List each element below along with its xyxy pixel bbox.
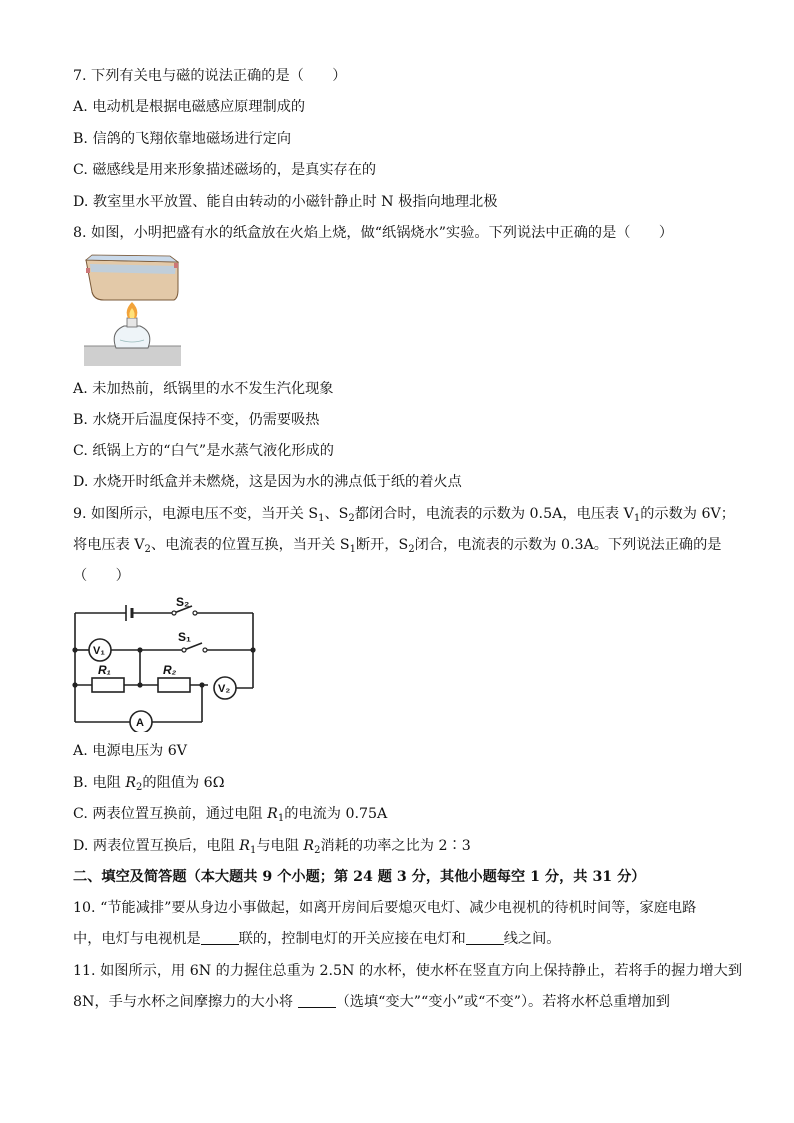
label-r1: R₁ xyxy=(98,663,111,677)
q9-stem-line2: 将电压表 $V_2$、电流表的位置互换，当开关 $S_1$断开，$S_2$闭合，电流表的示数为 0.3A。下列说法正确的是 xyxy=(73,537,722,555)
label-s2: S₂ xyxy=(176,595,190,609)
alcohol-lamp xyxy=(114,326,150,348)
resistor-r1 xyxy=(92,678,124,692)
switch-s1-blade xyxy=(184,643,202,650)
q10-line1: 10. “节能减排”要从身边小事做起，如离开房间后要熄灭电灯、减少电视机的待机时间等，家庭电路 xyxy=(73,900,697,916)
q8-option-d[interactable]: D. 水烧开时纸盒并未燃烧，这是因为水的沸点低于纸的着火点 xyxy=(73,474,462,490)
q7-option-a[interactable]: A. 电动机是根据电磁感应原理制成的 xyxy=(73,99,306,115)
q9-option-a[interactable]: A. 电源电压为 6V xyxy=(73,743,187,759)
q11-line2: 8N，手与水杯之间摩擦力的大小将 （选填“变大”“变小”或“不变”）。若将水杯总重增加到 xyxy=(73,994,670,1010)
paper-pot-figure xyxy=(82,254,182,368)
label-r2: R₂ xyxy=(163,663,177,677)
q7-option-d[interactable]: D. 教室里水平放置、能自由转动的小磁针静止时 N 极指向地理北极 xyxy=(73,194,498,210)
label-ammeter: A xyxy=(136,717,144,729)
section-2-heading: 二、填空及简答题（本大题共 9 个小题；第 24 题 3 分，其他小题每空 1 分，共 31 分） xyxy=(73,869,646,885)
q7-option-b[interactable]: B. 信鸽的飞翔依靠地磁场进行定向 xyxy=(73,131,292,147)
q9-option-d[interactable]: D. 两表位置互换后，电阻 $R_1$与电阻 $R_2$消耗的功率之比为 2∶3 xyxy=(73,838,471,856)
resistor-r2 xyxy=(158,678,190,692)
label-v1: V₁ xyxy=(93,645,105,657)
q9-option-b[interactable]: B. 电阻 $R_2$的阻值为 6Ω xyxy=(73,775,225,793)
q7-stem: 7. 下列有关电与磁的说法正确的是（ ） xyxy=(73,68,347,84)
q8-option-b[interactable]: B. 水烧开后温度保持不变，仍需要吸热 xyxy=(73,412,320,428)
circuit-diagram xyxy=(66,594,262,732)
q8-option-c[interactable]: C. 纸锅上方的“白气”是水蒸气液化形成的 xyxy=(73,443,334,459)
q7-option-c[interactable]: C. 磁感线是用来形象描述磁场的，是真实存在的 xyxy=(73,162,377,178)
q9-option-c[interactable]: C. 两表位置互换前，通过电阻 $R_1$的电流为 0.75A xyxy=(73,806,388,824)
q10-blank-2[interactable] xyxy=(466,930,504,945)
q11-line1: 11. 如图所示，用 6N 的力握住总重为 2.5N 的水杯，使水杯在竖直方向上保持静止，若将手的握力增大到 xyxy=(73,963,743,979)
table-surface xyxy=(84,346,181,366)
q10-blank-1[interactable] xyxy=(201,930,239,945)
q8-stem: 8. 如图，小明把盛有水的纸盒放在火焰上烧，做“纸锅烧水”实验。下列说法中正确的是（ ） xyxy=(73,225,674,241)
q10-line2: 中，电灯与电视机是 联的，控制电灯的开关应接在电灯和 线之间。 xyxy=(73,931,561,947)
q8-option-a[interactable]: A. 未加热前，纸锅里的水不发生汽化现象 xyxy=(73,381,334,397)
q11-blank-1[interactable] xyxy=(298,993,336,1008)
q9-stem-line3: （ ） xyxy=(73,568,130,584)
label-s1: S₁ xyxy=(178,630,191,644)
label-v2: V₂ xyxy=(218,683,231,695)
q9-stem-line1: 9. 如图所示，电源电压不变，当开关 $S_1$、$S_2$都闭合时，电流表的示数为 0.5A，电压表 $V_1$的示数为 6V； xyxy=(73,506,735,524)
